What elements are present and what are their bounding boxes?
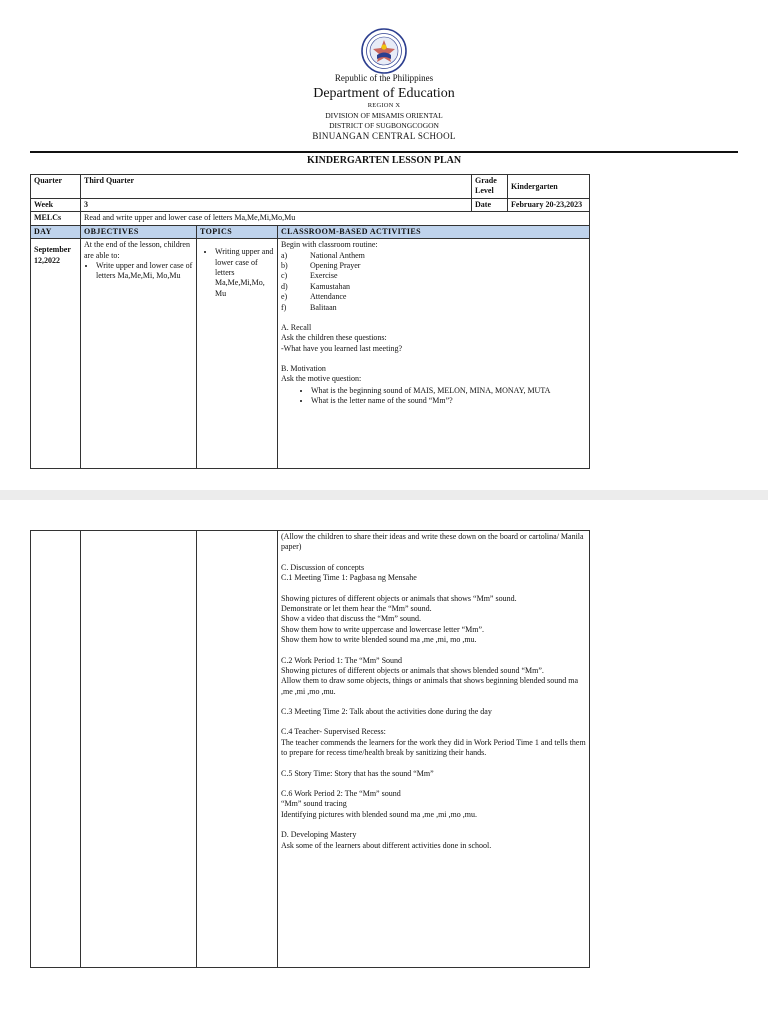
routine-key: c) <box>281 271 288 281</box>
routine-item <box>281 261 586 271</box>
spacer <box>281 779 586 789</box>
day-column-header: DAY <box>31 225 81 238</box>
day-cell-continued <box>31 531 81 968</box>
activity-line: (Allow the children to share their ideas and write these down on the board or cartolina/ Manila paper) <box>281 532 584 552</box>
region-line: REGION X <box>367 102 401 109</box>
routine-text: Opening Prayer <box>310 260 361 270</box>
recall-question: -What have you learned last meeting? <box>281 343 403 353</box>
objectives-column-header: OBJECTIVES <box>81 225 197 238</box>
routine-text: Attendance <box>310 292 347 302</box>
spacer <box>281 820 586 830</box>
routine-key: f) <box>281 302 287 312</box>
activity-line: Identifying pictures with blended sound ma ,me ,mi ,mo ,mu. <box>281 809 477 819</box>
lesson-plan-table-continued <box>30 530 590 968</box>
division-line: DIVISION OF MISAMIS ORIENTAL <box>325 111 443 120</box>
routine-item <box>281 251 586 261</box>
activities-cell <box>278 239 590 469</box>
motivation-item: • What is the beginning sound of MAIS, MELON, MINA, MONAY, MUTA <box>311 386 586 396</box>
motivation-item: • What is the letter name of the sound “Mm”? <box>311 396 586 406</box>
spacer <box>281 717 586 727</box>
quarter-label: Quarter <box>31 175 81 199</box>
routine-item <box>281 303 586 313</box>
day-value: September 12,2022 <box>34 245 71 265</box>
activity-line: The teacher commends the learners for the work they did in Work Period Time 1 and tells them to prepare for recess time/health break by sanitizing their hands. <box>281 737 586 758</box>
document-page-2 <box>0 500 768 1024</box>
melcs-value: Read and write upper and lower case of letters Ma,Me,Mi,Mo,Mu <box>81 212 590 225</box>
activity-line: C.6 Work Period 2: The “Mm” sound <box>281 789 401 799</box>
activity-line: Ask some of the learners about different activities done in school. <box>281 840 492 850</box>
spacer <box>281 553 586 563</box>
department-line: Department of Education <box>313 86 455 101</box>
objectives-intro: At the end of the lesson, children are able to: <box>84 240 190 260</box>
routine-key: d) <box>281 281 288 291</box>
grade-level-value: Kindergarten <box>508 175 590 199</box>
routine-item <box>281 282 586 292</box>
header-divider <box>30 151 738 153</box>
district-line: DISTRICT OF SUGBONGCOGON <box>329 121 439 130</box>
motivation-text: Ask the motive question: <box>281 374 362 384</box>
routine-list <box>281 251 586 313</box>
plan-title: KINDERGARTEN LESSON PLAN <box>306 155 462 166</box>
document-page-1 <box>0 0 768 490</box>
objectives-cell-continued <box>81 531 197 968</box>
activity-line: C.2 Work Period 1: The “Mm” Sound <box>281 655 403 665</box>
activity-line: Demonstrate or let them hear the “Mm” sound. <box>281 603 432 613</box>
topics-cell-continued <box>197 531 278 968</box>
activity-line: C.5 Story Time: Story that has the sound “Mm” <box>281 768 434 778</box>
topics-column-header: TOPICS <box>197 225 278 238</box>
activity-line: C.4 Teacher- Supervised Recess: <box>281 727 386 737</box>
activity-line: Showing pictures of different objects or animals that shows blended sound “Mm”. <box>281 665 544 675</box>
activity-line: Show them how to write uppercase and lowercase letter “Mm”. <box>281 624 485 634</box>
activity-line: Show them how to write blended sound ma ,me ,mi, mo ,mu. <box>281 635 477 645</box>
activity-line: C. Discussion of concepts <box>281 562 365 572</box>
spacer <box>281 697 586 707</box>
activities-column-header: CLASSROOM-BASED ACTIVITIES <box>278 225 590 238</box>
grade-level-label: Grade Level <box>472 175 508 199</box>
routine-item <box>281 271 586 281</box>
routine-key: b) <box>281 260 288 270</box>
motivation-list <box>281 386 586 407</box>
routine-text: Exercise <box>310 271 338 281</box>
recall-heading: A. Recall <box>281 322 312 332</box>
lesson-plan-table <box>30 174 590 469</box>
quarter-value: Third Quarter <box>81 175 472 199</box>
activity-line: Showing pictures of different objects or animals that shows “Mm” sound. <box>281 593 517 603</box>
deped-seal-icon <box>361 28 407 74</box>
routine-text: National Anthem <box>310 250 365 260</box>
date-value: February 20-23,2023 <box>508 199 590 212</box>
routine-intro: Begin with classroom routine: <box>281 240 378 250</box>
topic-item: • Writing upper and lower case of letters Ma,Me,Mi,Mo, Mu <box>215 247 274 299</box>
week-label: Week <box>31 199 81 212</box>
activity-line: Allow them to draw some objects, things or animals that shows beginning blended sound ma ,me ,mi ,mo ,mu. <box>281 676 579 696</box>
activity-line: D. Developing Mastery <box>281 830 357 840</box>
date-label: Date <box>472 199 508 212</box>
activity-line: “Mm” sound tracing <box>281 799 347 809</box>
activity-line: C.1 Meeting Time 1: Pagbasa ng Mensahe <box>281 573 417 583</box>
school-line: BINUANGAN CENTRAL SCHOOL <box>312 131 456 141</box>
routine-key: a) <box>281 250 288 260</box>
topics-cell <box>197 239 278 469</box>
routine-text: Balitaan <box>310 302 337 312</box>
spacer <box>281 584 586 594</box>
routine-text: Kamustahan <box>310 281 350 291</box>
recall-text: Ask the children these questions: <box>281 333 387 343</box>
activity-line: Show a video that discuss the “Mm” sound. <box>281 614 421 624</box>
melcs-label: MELCs <box>31 212 81 225</box>
spacer <box>281 759 586 769</box>
activities-cell-continued <box>278 531 590 968</box>
motivation-heading: B. Motivation <box>281 364 326 374</box>
routine-key: e) <box>281 292 288 302</box>
day-cell <box>31 239 81 469</box>
activity-line: C.3 Meeting Time 2: Talk about the activities done during the day <box>281 707 492 717</box>
objective-item: • Write upper and lower case of letters Ma,Me,Mi, Mo,Mu <box>96 261 193 282</box>
republic-line: Republic of the Philippines <box>334 73 434 83</box>
routine-item <box>281 292 586 302</box>
objectives-cell <box>81 239 197 469</box>
week-value: 3 <box>81 199 472 212</box>
spacer <box>281 646 586 656</box>
